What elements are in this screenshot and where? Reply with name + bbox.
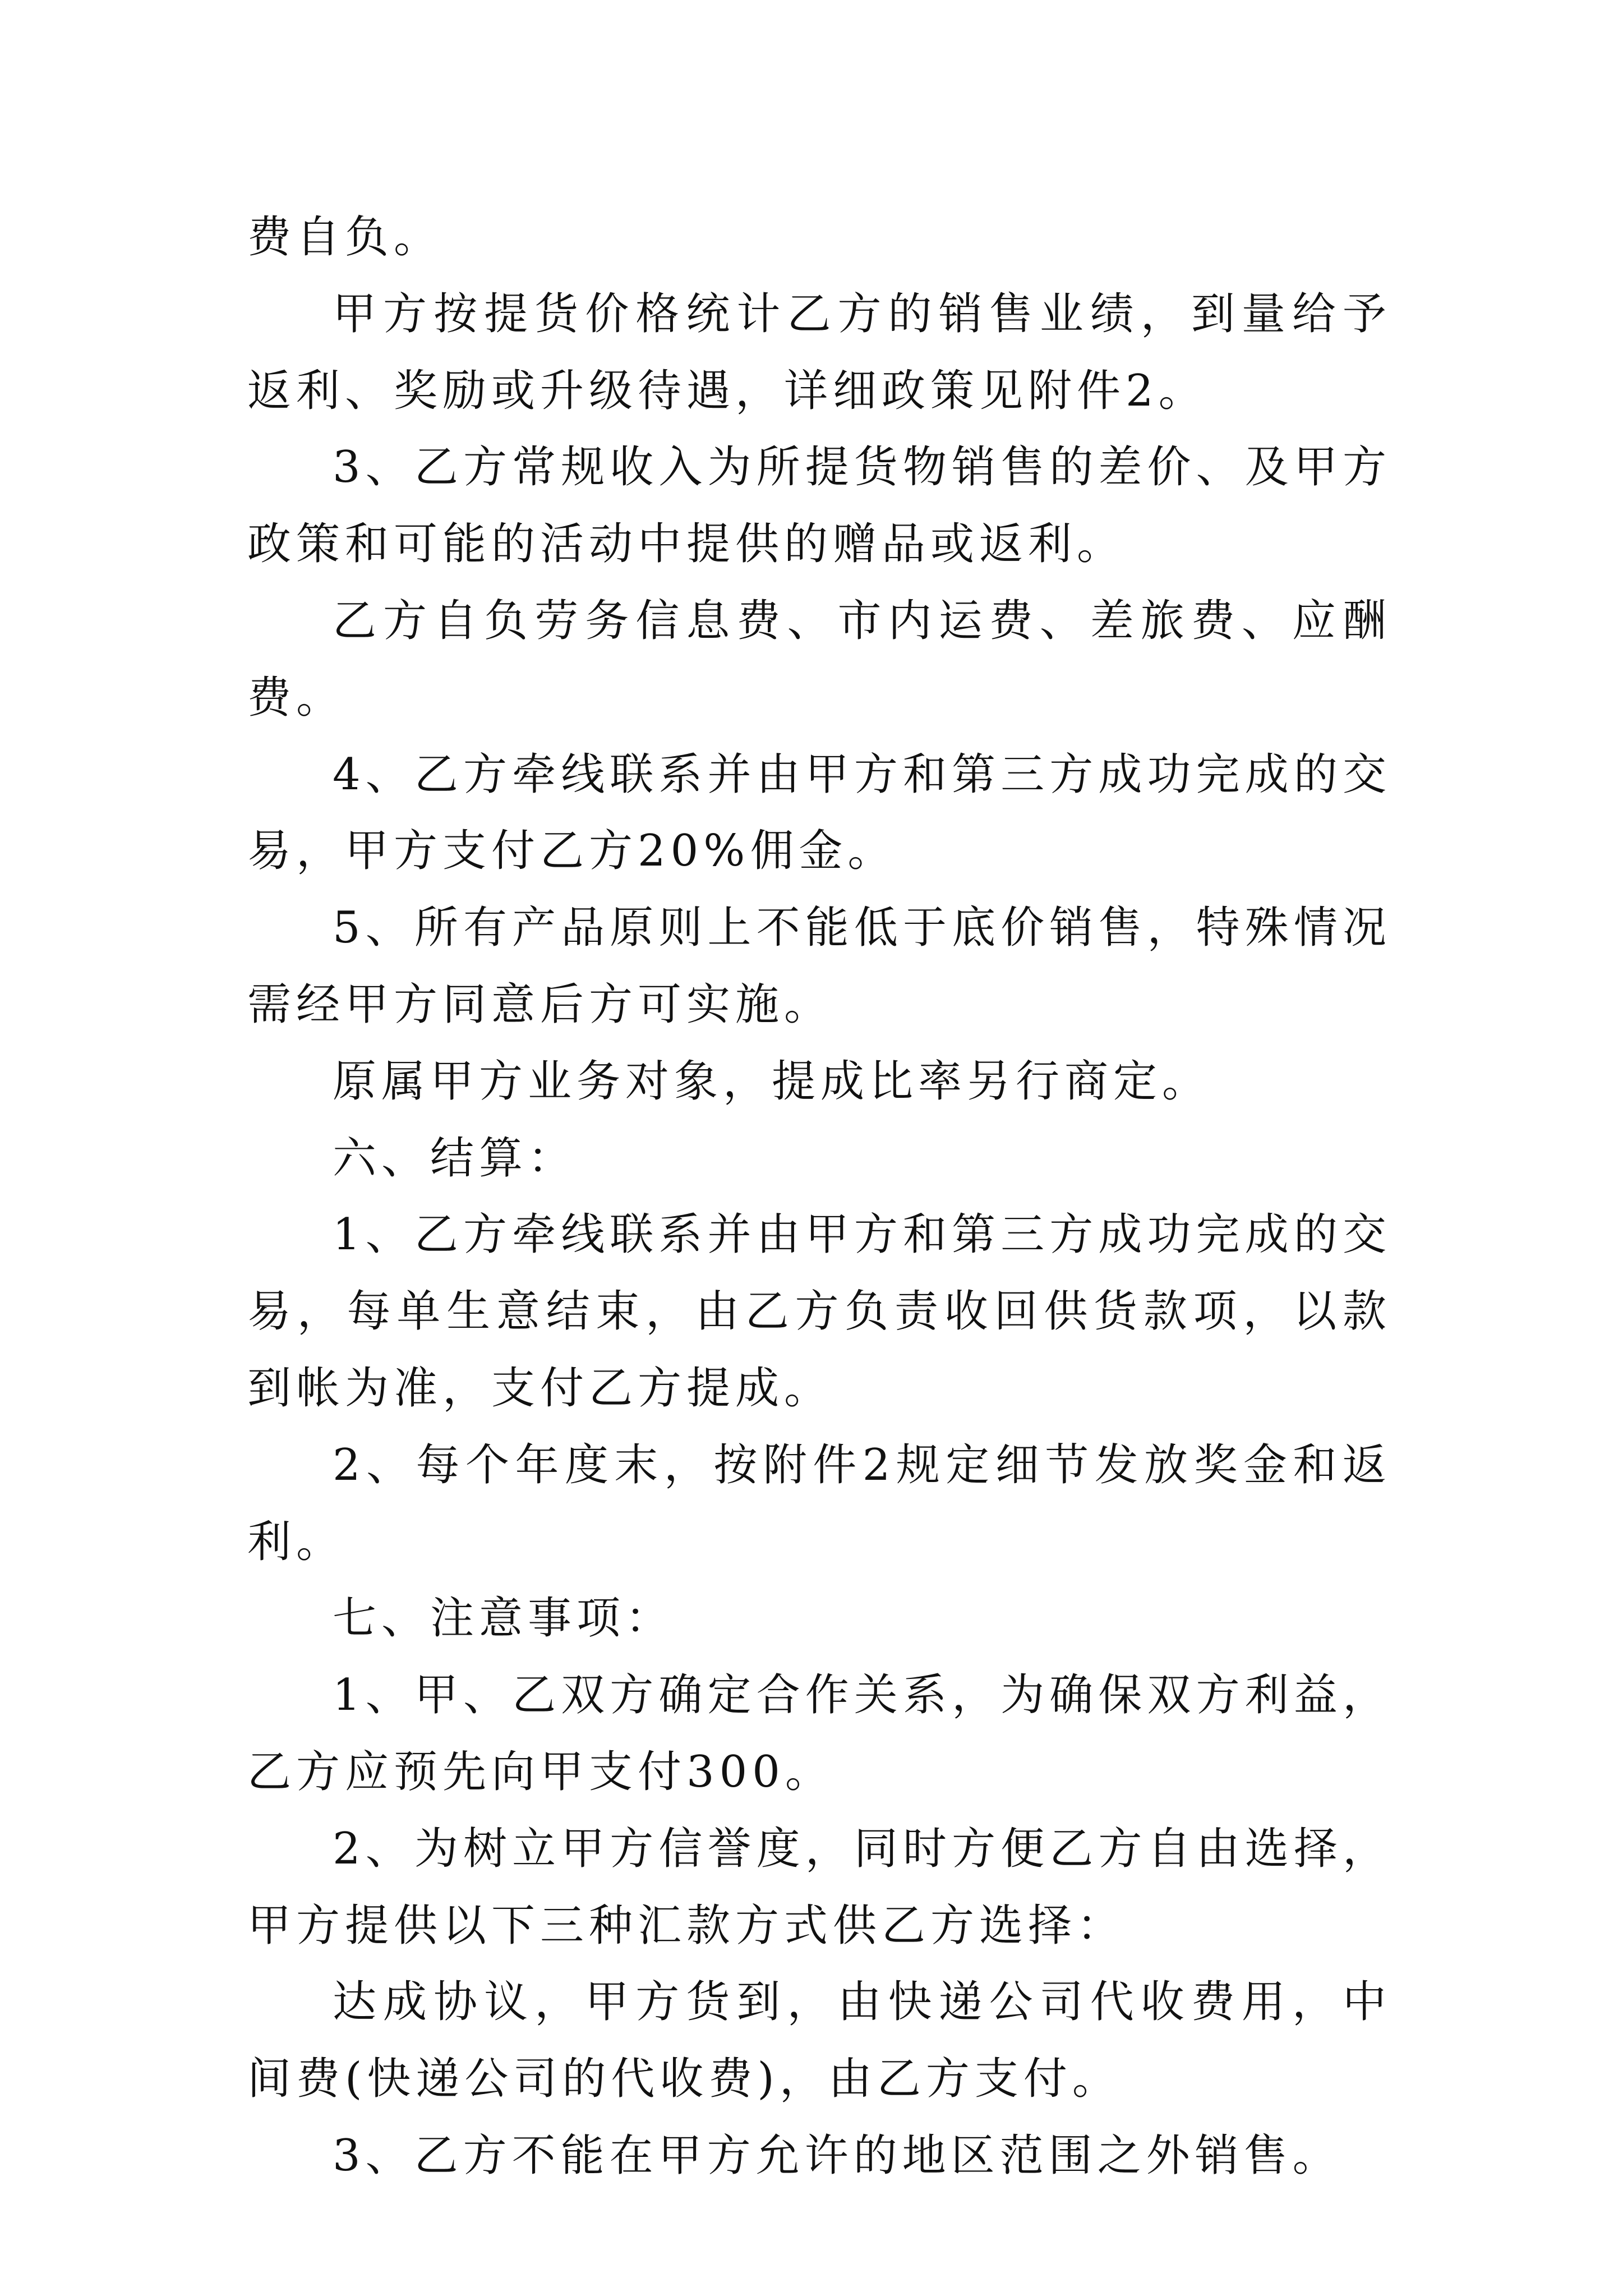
paragraph-notes-1: 1、甲、乙双方确定合作关系，为确保双方利益，乙方应预先向甲支付300。: [247, 1670, 1391, 1797]
paragraph-payment-method: 达成协议，甲方货到，由快递公司代收费用，中间费(快递公司的代收费)，由乙方支付。: [247, 1977, 1391, 2105]
paragraph-continuation: 费自负。: [247, 212, 443, 263]
paragraph-clause-4-commission: 4、乙方牵线联系并由甲方和第三方成功完成的交易，甲方支付乙方20%佣金。: [247, 749, 1391, 877]
paragraph-notes-2: 2、为树立甲方信誉度，同时方便乙方自由选择，甲方提供以下三种汇款方式供乙方选择：: [247, 1823, 1391, 1951]
paragraph-self-borne-costs: 乙方自负劳务信息费、市内运费、差旅费、应酬费。: [247, 595, 1391, 723]
paragraph-existing-clients: 原属甲方业务对象，提成比率另行商定。: [333, 1056, 1211, 1107]
document-body: [247, 199, 1391, 2194]
section-heading-notes: 七、注意事项：: [333, 1593, 675, 1644]
paragraph-clause-5-floor-price: 5、所有产品原则上不能低于底价销售，特殊情况需经甲方同意后方可实施。: [247, 903, 1391, 1030]
paragraph-clause-3-income: 3、乙方常规收入为所提货物销售的差价、及甲方政策和可能的活动中提供的赠品或返利。: [247, 442, 1391, 570]
section-heading-settlement: 六、结算：: [333, 1133, 577, 1184]
paragraph-settlement-1: 1、乙方牵线联系并由甲方和第三方成功完成的交易，每单生意结束，由乙方负责收回供货款项，以款到帐为准，支付乙方提成。: [247, 1209, 1391, 1414]
paragraph-settlement-2: 2、每个年度末，按附件2规定细节发放奖金和返利。: [247, 1439, 1391, 1567]
paragraph-sales-rebate: 甲方按提货价格统计乙方的销售业绩，到量给予返利、奖励或升级待遇，详细政策见附件2。: [247, 288, 1391, 416]
paragraph-notes-3: 3、乙方不能在甲方允许的地区范围之外销售。: [333, 2130, 1341, 2181]
